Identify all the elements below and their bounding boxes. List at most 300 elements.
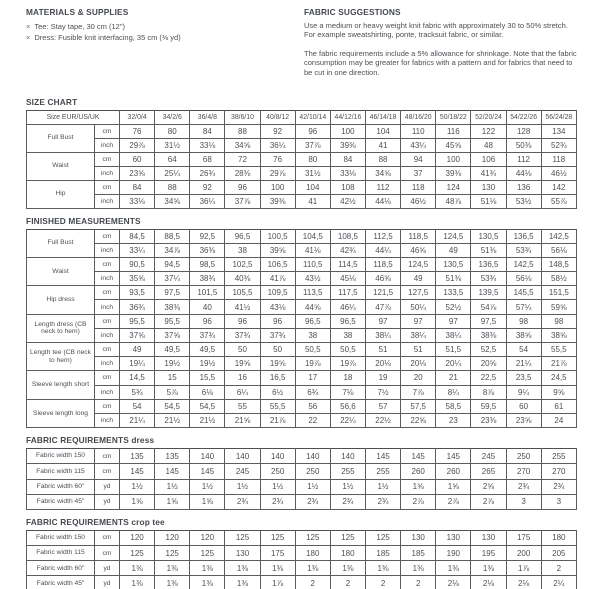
measurement-value-cm: 108 [330, 180, 365, 194]
measurement-value-inch: 42½ [330, 194, 365, 208]
measurement-value-inch: 47⅞ [365, 300, 400, 314]
fabric-width-label: Fabric width 60" [27, 561, 95, 576]
measurement-value-cm: 124,5 [401, 257, 436, 271]
measurement-value-inch: 6½ [260, 385, 295, 399]
fabric-requirement-value: 1½ [155, 479, 190, 494]
unit-label: inch [95, 138, 120, 152]
measurement-value-cm: 100,5 [260, 229, 295, 243]
measurement-value-inch: 34⅞ [155, 243, 190, 257]
fabric-requirement-value: 1⅜ [190, 561, 225, 576]
fabric-requirement-value: 145 [190, 464, 225, 479]
unit-label: inch [95, 357, 120, 371]
measurement-value-inch: 46½ [401, 194, 436, 208]
fabric-requirement-value: 1½ [190, 479, 225, 494]
measurement-value-cm: 95,5 [120, 314, 155, 328]
measurement-value-cm: 108,5 [330, 229, 365, 243]
measurement-value-cm: 76 [120, 124, 155, 138]
measurement-value-cm: 59,5 [471, 399, 506, 413]
measurement-value-inch: 38⅝ [541, 328, 576, 342]
fabric-requirement-row [27, 479, 577, 494]
fabric-requirement-value: 1⅜ [436, 561, 471, 576]
fabric-requirement-value: 2¾ [330, 494, 365, 509]
unit-label: cm [95, 286, 120, 300]
measurement-value-inch: 6¼ [225, 385, 260, 399]
measurement-value-cm: 80 [155, 124, 190, 138]
fabric-requirement-value: 130 [401, 530, 436, 545]
measurement-value-cm: 100 [330, 124, 365, 138]
measurement-value-cm: 60 [120, 152, 155, 166]
fabric-requirement-value: 2⅝ [471, 479, 506, 494]
fabric-requirement-value: 2¾ [225, 494, 260, 509]
size-chart-title: SIZE CHART [26, 97, 78, 107]
measurement-value-inch: 36¼ [190, 194, 225, 208]
unit-label: inch [95, 385, 120, 399]
size-column-header: 36/4/8 [190, 111, 225, 125]
measurement-value-cm: 20 [401, 371, 436, 385]
measurement-value-cm: 101,5 [190, 286, 225, 300]
measurement-value-cm: 88,5 [155, 229, 190, 243]
measurement-value-inch: 52½ [436, 300, 471, 314]
fabric-requirement-value: 2⅞ [401, 494, 436, 509]
measurement-value-cm: 116 [436, 124, 471, 138]
fabric-requirement-value: 265 [471, 464, 506, 479]
measurement-value-cm: 88 [225, 124, 260, 138]
fabric-requirement-value: 2¾ [260, 494, 295, 509]
measurement-value-cm: 110 [401, 124, 436, 138]
fabric-requirement-value: 1⅝ [120, 494, 155, 509]
fabric-requirement-value: 1⅜ [225, 561, 260, 576]
measurement-label: Waist [27, 152, 95, 180]
measurement-value-inch: 44⅛ [506, 166, 541, 180]
measurement-value-inch: 23⅝ [506, 413, 541, 427]
unit-label: cm [95, 314, 120, 328]
unit-label: cm [95, 399, 120, 413]
fabric-requirement-value: 140 [190, 449, 225, 464]
measurement-value-inch: 46⅝ [401, 243, 436, 257]
materials-supplies-section [26, 7, 278, 90]
measurement-value-cm: 130 [471, 180, 506, 194]
fabric-requirement-value: 120 [120, 530, 155, 545]
measurement-value-inch: 42¾ [330, 243, 365, 257]
fabric-requirement-value: 1⅜ [120, 576, 155, 589]
measurement-value-inch: 21⅝ [225, 413, 260, 427]
fabric-requirement-value: 1½ [120, 479, 155, 494]
measurement-value-inch: 36⅜ [190, 243, 225, 257]
measurement-label: Length dress (CB neck to hem) [27, 314, 95, 342]
fabric-requirement-value: 270 [506, 464, 541, 479]
measurement-value-inch: 20⅛ [401, 357, 436, 371]
fabric-requirement-value: 2¼ [541, 576, 576, 589]
measurement-value-inch: 53¾ [471, 272, 506, 286]
fabric-requirement-value: 125 [120, 546, 155, 561]
measurement-row-cm [27, 286, 577, 300]
fabric-requirement-value: 130 [471, 530, 506, 545]
fabric-requirement-value: 130 [436, 530, 471, 545]
measurement-value-cm: 97,5 [155, 286, 190, 300]
fabric-requirement-value: 245 [471, 449, 506, 464]
measurement-row-inch [27, 385, 577, 399]
fabric-requirement-value: 260 [436, 464, 471, 479]
measurement-value-inch: 22⅝ [401, 413, 436, 427]
measurement-value-cm: 51 [401, 343, 436, 357]
measurement-value-cm: 122 [471, 124, 506, 138]
measurement-value-cm: 50,5 [330, 343, 365, 357]
fabric-requirement-value: 255 [365, 464, 400, 479]
measurement-value-inch: 23 [436, 413, 471, 427]
measurement-value-cm: 136 [506, 180, 541, 194]
measurement-value-cm: 49,5 [155, 343, 190, 357]
measurement-value-inch: 43⅛ [260, 300, 295, 314]
measurement-value-cm: 97 [365, 314, 400, 328]
measurement-value-inch: 45⅛ [330, 272, 365, 286]
measurement-value-cm: 54,5 [155, 399, 190, 413]
unit-label: inch [95, 272, 120, 286]
measurement-value-inch: 54⅞ [471, 300, 506, 314]
measurement-value-inch: 38⅝ [506, 328, 541, 342]
unit-label: cm [95, 124, 120, 138]
measurement-value-inch: 50¼ [401, 300, 436, 314]
fabric-requirement-value: 145 [436, 449, 471, 464]
measurement-value-cm: 124,5 [436, 229, 471, 243]
measurement-value-cm: 50 [225, 343, 260, 357]
measurement-row-cm [27, 257, 577, 271]
fabric-requirement-value: 1⅞ [260, 576, 295, 589]
measurement-value-inch: 8⅞ [471, 385, 506, 399]
fabric-requirement-value: 1⅞ [506, 561, 541, 576]
fabric-requirement-value: 2¾ [295, 494, 330, 509]
measurement-value-inch: 55⅞ [541, 194, 576, 208]
measurement-value-inch: 38 [295, 328, 330, 342]
measurement-value-inch: 41½ [225, 300, 260, 314]
measurement-value-cm: 121,5 [365, 286, 400, 300]
fabric-requirement-value: 175 [260, 546, 295, 561]
fabric-requirement-value: 2⅛ [471, 576, 506, 589]
unit-label: cm [95, 371, 120, 385]
measurement-value-inch: 19⅝ [225, 357, 260, 371]
measurement-row-cm [27, 229, 577, 243]
measurement-row-cm [27, 152, 577, 166]
measurement-value-inch: 6¾ [295, 385, 330, 399]
measurement-value-cm: 112 [506, 152, 541, 166]
measurement-row-cm [27, 314, 577, 328]
measurement-value-cm: 98 [506, 314, 541, 328]
fabric-requirement-value: 125 [295, 530, 330, 545]
measurement-value-cm: 94 [401, 152, 436, 166]
measurement-value-cm: 16,5 [260, 371, 295, 385]
fabric-requirement-value: 1½ [365, 479, 400, 494]
measurement-value-inch: 19½ [155, 357, 190, 371]
measurement-value-inch: 46⅝ [365, 272, 400, 286]
fabric-suggestions-title: FABRIC SUGGESTIONS [304, 7, 401, 17]
measurement-value-cm: 110,5 [295, 257, 330, 271]
measurement-value-cm: 142,5 [506, 257, 541, 271]
measurement-value-cm: 136,5 [506, 229, 541, 243]
fabric-requirement-value: 1⅜ [365, 561, 400, 576]
measurement-value-cm: 50 [260, 343, 295, 357]
fabric-requirement-row [27, 494, 577, 509]
size-column-header: 56/24/28 [541, 111, 576, 125]
fabric-requirement-value: 1½ [295, 479, 330, 494]
size-header-row [27, 111, 577, 125]
measurement-value-cm: 22,5 [471, 371, 506, 385]
measurement-value-cm: 68 [190, 152, 225, 166]
measurement-value-cm: 102,5 [225, 257, 260, 271]
materials-item-text: Dress: Fusible knit interfacing, 35 cm (⅜ yd) [34, 33, 181, 42]
fabric-requirements-dress-table [26, 448, 577, 510]
fabric-requirement-value: 2¾ [365, 494, 400, 509]
measurement-value-cm: 84,5 [120, 229, 155, 243]
size-column-header: 40/8/12 [260, 111, 295, 125]
measurement-value-cm: 96,5 [225, 229, 260, 243]
measurement-value-inch: 37⅝ [120, 328, 155, 342]
measurement-value-inch: 52¾ [541, 138, 576, 152]
fabric-requirement-value: 270 [541, 464, 576, 479]
measurement-value-cm: 15 [155, 371, 190, 385]
measurement-value-cm: 60 [506, 399, 541, 413]
measurement-value-cm: 84 [330, 152, 365, 166]
fabric-requirement-value: 1⅜ [471, 561, 506, 576]
unit-label: inch [95, 328, 120, 342]
measurement-value-inch: 51⅜ [471, 243, 506, 257]
fabric-requirement-value: 135 [120, 449, 155, 464]
fabric-requirement-value: 140 [330, 449, 365, 464]
fabric-requirement-value: 180 [330, 546, 365, 561]
measurement-value-cm: 98,5 [190, 257, 225, 271]
measurement-value-inch: 37 [401, 166, 436, 180]
fabric-requirement-value: 2⅛ [436, 576, 471, 589]
size-column-header: 44/12/16 [330, 111, 365, 125]
fabric-width-label: Fabric width 115 [27, 546, 95, 561]
measurement-value-inch: 41 [295, 194, 330, 208]
measurement-value-inch: 35⅝ [120, 272, 155, 286]
measurement-value-cm: 56 [295, 399, 330, 413]
measurement-value-inch: 37¾ [225, 328, 260, 342]
unit-label: cm [95, 530, 120, 545]
measurement-label: Full Bust [27, 229, 95, 257]
measurement-value-inch: 29⅞ [260, 166, 295, 180]
measurement-value-inch: 22¼ [330, 413, 365, 427]
measurement-value-cm: 64 [155, 152, 190, 166]
measurement-value-inch: 26¾ [190, 166, 225, 180]
fabric-requirement-value: 185 [365, 546, 400, 561]
measurement-value-inch: 9¼ [506, 385, 541, 399]
measurement-value-cm: 55,5 [541, 343, 576, 357]
finished-measurements-table [26, 229, 577, 429]
measurement-value-inch: 59⅝ [541, 300, 576, 314]
measurement-value-inch: 28⅜ [225, 166, 260, 180]
measurement-value-inch: 40 [190, 300, 225, 314]
measurement-value-cm: 142,5 [541, 229, 576, 243]
unit-label: cm [95, 152, 120, 166]
measurement-value-inch: 31½ [155, 138, 190, 152]
measurement-value-inch: 37⅝ [155, 328, 190, 342]
measurement-value-inch: 36¼ [260, 138, 295, 152]
fabric-requirement-value: 250 [260, 464, 295, 479]
fabric-requirement-value: 1⅜ [260, 561, 295, 576]
measurement-value-inch: 39⅜ [330, 138, 365, 152]
fabric-requirement-row [27, 464, 577, 479]
measurement-value-cm: 90,5 [120, 257, 155, 271]
measurement-value-cm: 127,5 [401, 286, 436, 300]
measurement-row-inch [27, 357, 577, 371]
unit-label: cm [95, 343, 120, 357]
measurement-value-inch: 38 [330, 328, 365, 342]
measurement-value-inch: 19⅞ [295, 357, 330, 371]
fabric-requirement-value: 1⅜ [225, 576, 260, 589]
measurement-value-inch: 21⅞ [541, 357, 576, 371]
measurement-row-cm [27, 180, 577, 194]
fabric-requirement-row [27, 530, 577, 545]
unit-label: inch [95, 300, 120, 314]
unit-label: cm [95, 180, 120, 194]
fabric-requirement-value: 145 [120, 464, 155, 479]
fabric-width-label: Fabric width 45" [27, 576, 95, 589]
measurement-value-cm: 19 [365, 371, 400, 385]
measurement-value-cm: 133,5 [436, 286, 471, 300]
measurement-value-inch: 31½ [295, 166, 330, 180]
fabric-requirement-value: 2 [541, 561, 576, 576]
fabric-suggestions-paragraph: The fabric requirements include a 5% allowance for shrinkage. Note that the fabric consumption may be greater for fabrics with a pattern and for fabrics that need to be cut in one direction. [304, 48, 577, 77]
materials-item [26, 32, 278, 43]
measurement-value-cm: 54 [506, 343, 541, 357]
fabric-requirement-value: 2 [365, 576, 400, 589]
measurement-value-cm: 55 [225, 399, 260, 413]
measurement-value-inch: 40⅜ [225, 272, 260, 286]
measurement-value-inch: 24 [541, 413, 576, 427]
measurement-row-cm [27, 343, 577, 357]
measurement-value-cm: 55,5 [260, 399, 295, 413]
fabric-width-label: Fabric width 115 [27, 464, 95, 479]
measurement-value-cm: 84 [120, 180, 155, 194]
size-chart-table [26, 110, 577, 209]
measurement-value-inch: 56⅛ [506, 272, 541, 286]
fabric-requirement-value: 175 [506, 530, 541, 545]
measurement-value-cm: 104,5 [295, 229, 330, 243]
fabric-requirement-value: 125 [365, 530, 400, 545]
fabric-requirement-value: 260 [401, 464, 436, 479]
measurement-value-inch: 23⅝ [120, 166, 155, 180]
measurement-value-inch: 5¾ [120, 385, 155, 399]
measurement-value-cm: 114,5 [330, 257, 365, 271]
measurement-value-cm: 104 [295, 180, 330, 194]
measurement-value-cm: 139,5 [471, 286, 506, 300]
measurement-value-cm: 57 [365, 399, 400, 413]
size-column-header: 52/20/24 [471, 111, 506, 125]
fabric-requirement-value: 1⅜ [120, 561, 155, 576]
measurement-value-inch: 41⅛ [295, 243, 330, 257]
measurement-value-inch: 38¼ [436, 328, 471, 342]
measurement-value-cm: 109,5 [260, 286, 295, 300]
measurement-value-cm: 118,5 [365, 257, 400, 271]
measurement-value-cm: 88 [155, 180, 190, 194]
measurement-value-cm: 23,5 [506, 371, 541, 385]
measurement-value-cm: 94,5 [155, 257, 190, 271]
measurement-value-cm: 106,5 [260, 257, 295, 271]
fabric-requirement-value: 1½ [225, 479, 260, 494]
fabric-requirement-value: 1½ [330, 479, 365, 494]
size-column-header: 42/10/14 [295, 111, 330, 125]
measurement-value-cm: 84 [190, 124, 225, 138]
measurement-value-inch: 20⅛ [365, 357, 400, 371]
measurement-value-cm: 49,5 [190, 343, 225, 357]
fabric-requirement-value: 1⅜ [155, 561, 190, 576]
fabric-width-label: Fabric width 60" [27, 479, 95, 494]
measurement-value-inch: 50⅜ [506, 138, 541, 152]
measurement-value-cm: 21 [436, 371, 471, 385]
fabric-requirement-value: 2 [295, 576, 330, 589]
size-column-header: 50/18/22 [436, 111, 471, 125]
unit-label: yd [95, 576, 120, 589]
fabric-width-label: Fabric width 150 [27, 449, 95, 464]
fabric-requirement-value: 185 [401, 546, 436, 561]
measurement-label: Hip [27, 180, 95, 208]
measurement-value-cm: 49 [120, 343, 155, 357]
measurement-value-cm: 145,5 [506, 286, 541, 300]
measurement-value-cm: 15,5 [190, 371, 225, 385]
measurement-value-inch: 37¾ [260, 328, 295, 342]
measurement-row-inch [27, 166, 577, 180]
measurement-value-cm: 96 [295, 124, 330, 138]
fabric-requirement-value: 135 [155, 449, 190, 464]
measurement-value-cm: 61 [541, 399, 576, 413]
fabric-requirements-crop-tee-table [26, 530, 577, 589]
measurement-value-inch: 44⅝ [295, 300, 330, 314]
fabric-suggestions-paragraph: Use a medium or heavy weight knit fabric with approximately 30 to 50% stretch. For example sweatshirting, ponte, tracksuit fabric, or similar. [304, 21, 568, 40]
measurement-row-inch [27, 413, 577, 427]
fabric-requirement-value: 3 [541, 494, 576, 509]
unit-label: cm [95, 229, 120, 243]
measurement-value-inch: 53½ [506, 194, 541, 208]
fabric-requirement-value: 2 [401, 576, 436, 589]
measurement-value-cm: 96,5 [295, 314, 330, 328]
measurement-value-inch: 20¼ [436, 357, 471, 371]
measurement-value-inch: 34⅝ [365, 166, 400, 180]
measurement-value-inch: 21½ [190, 413, 225, 427]
fabric-requirement-value: 120 [190, 530, 225, 545]
fabric-requirement-value: 1½ [260, 479, 295, 494]
measurement-value-cm: 16 [225, 371, 260, 385]
measurement-value-inch: 45⅝ [436, 138, 471, 152]
measurement-value-cm: 92 [260, 124, 295, 138]
measurement-value-inch: 38¼ [365, 328, 400, 342]
measurement-value-inch: 21½ [155, 413, 190, 427]
measurement-row-inch [27, 138, 577, 152]
measurement-value-cm: 151,5 [541, 286, 576, 300]
size-column-header: 32/0/4 [120, 111, 155, 125]
fabric-requirement-value: 255 [541, 449, 576, 464]
measurement-row-inch [27, 243, 577, 257]
fabric-requirement-value: 2⅛ [506, 576, 541, 589]
measurement-row-inch [27, 194, 577, 208]
measurement-value-cm: 130,5 [436, 257, 471, 271]
fabric-requirement-value: 145 [401, 449, 436, 464]
measurement-value-inch: 38⅜ [155, 300, 190, 314]
measurement-value-cm: 118,5 [401, 229, 436, 243]
measurement-value-cm: 97 [401, 314, 436, 328]
measurement-value-cm: 148,5 [541, 257, 576, 271]
fabric-requirement-value: 250 [295, 464, 330, 479]
unit-label: cm [95, 257, 120, 271]
fabric-requirements-dress-title: FABRIC REQUIREMENTS dress [26, 435, 155, 446]
measurement-row-cm [27, 371, 577, 385]
measurement-value-cm: 128 [506, 124, 541, 138]
fabric-requirements-crop-tee-title: FABRIC REQUIREMENTS crop tee [26, 516, 165, 527]
fabric-requirement-row [27, 449, 577, 464]
measurement-value-inch: 39⅝ [260, 243, 295, 257]
materials-item [26, 21, 278, 32]
measurement-value-cm: 100 [260, 180, 295, 194]
measurement-value-inch: 34⅝ [225, 138, 260, 152]
